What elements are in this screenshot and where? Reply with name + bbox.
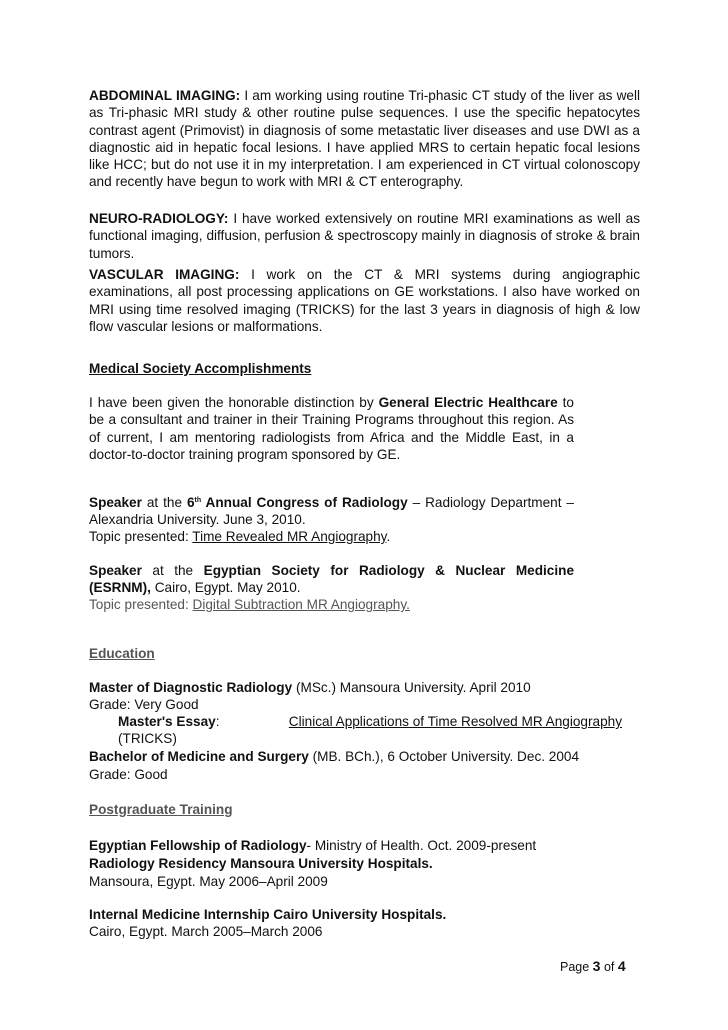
ge-distinction-paragraph xyxy=(89,394,574,463)
ge-text-2: to be a consultant and trainer in their Training Programs throughout this region. As of current, I am mentoring radiologists from Africa and the Middle East, in a doctor-to-doctor training program sponsored by GE. xyxy=(89,395,574,462)
fellowship-line xyxy=(89,837,640,854)
speaker-label-2: Speaker xyxy=(89,563,142,578)
internship-title: Internal Medicine Internship Cairo University Hospitals. xyxy=(89,907,447,922)
topic-line-1 xyxy=(89,528,574,545)
residency-place: Mansoura, Egypt. May 2006–April 2009 xyxy=(89,874,328,889)
abdominal-imaging-text: I am working using routine Tri-phasic CT study of the liver as well as Tri-phasic MRI study & other routine pulse sequences. I use the specific hepatocytes contrast agent (Primovist) in diagnosis of some metastatic liver diseases and use DWI as a diagnostic aid in hepatic focal lesions. I have applied MRS to certain hepatic focal lesions like HCC; but do not use it in my interpretation. I am experienced in CT virtual colonoscopy and recently have begun to work with MRI & CT enterography. xyxy=(89,88,641,190)
internship-place: Cairo, Egypt. March 2005–March 2006 xyxy=(89,924,323,939)
page-label: Page xyxy=(560,960,593,974)
vascular-imaging-text: I work on the CT & MRI systems during angiographic examinations, all post processing applications on GE workstations. I also have worked on MRI using time resolved imaging (TRICKS) for the last 3 years in diagnosis of high & low flow vascular lesions or malformations. xyxy=(89,267,640,334)
masters-grade: Grade: Very Good xyxy=(89,697,199,712)
vascular-imaging-paragraph xyxy=(89,266,640,335)
bachelors-degree-title: Bachelor of Medicine and Surgery xyxy=(89,749,309,764)
ge-name: General Electric Healthcare xyxy=(378,395,558,410)
masters-degree-line xyxy=(89,679,640,696)
residency-title: Radiology Residency Mansoura University Hospitals. xyxy=(89,856,433,871)
topic-label-1: Topic presented: xyxy=(89,529,193,544)
masters-essay-label: Master's Essay xyxy=(118,714,216,729)
fellowship-title: Egyptian Fellowship of Radiology xyxy=(89,838,307,853)
topic-title-1: Time Revealed MR Angiography xyxy=(192,529,387,544)
page-number-footer xyxy=(560,958,626,976)
masters-degree-details: (MSc.) Mansoura University. April 2010 xyxy=(292,680,531,695)
of-label: of xyxy=(600,960,618,974)
abdominal-imaging-paragraph xyxy=(89,87,640,191)
topic-end-1: . xyxy=(386,529,391,544)
masters-degree-title: Master of Diagnostic Radiology xyxy=(89,680,293,695)
postgraduate-training-heading: Postgraduate Training xyxy=(89,802,233,817)
speaker-label-1: Speaker xyxy=(89,495,142,510)
masters-essay-title: Clinical Applications of Time Resolved MR Angiography xyxy=(288,714,622,729)
masters-essay-title-cont: (TRICKS) xyxy=(118,731,177,746)
vascular-imaging-label: VASCULAR IMAGING: xyxy=(89,267,240,282)
ge-text-1: I have been given the honorable distinction by xyxy=(89,395,379,410)
speaker-at-2: at the xyxy=(141,563,204,578)
congress-name: Annual Congress of Radiology xyxy=(201,495,408,510)
esrnm-name: Egyptian Society for Radiology & Nuclear Medicine (ESRNM), xyxy=(89,563,574,596)
congress-ordinal: th xyxy=(194,497,202,504)
total-pages: 4 xyxy=(617,958,626,974)
abdominal-imaging-label: ABDOMINAL IMAGING: xyxy=(89,88,241,103)
bachelors-degree-line xyxy=(89,748,640,765)
bachelors-degree-details: (MB. BCh.), 6 October University. Dec. 2004 xyxy=(308,749,580,764)
congress-details: – Radiology Department – Alexandria University. June 3, 2010. xyxy=(89,495,574,528)
neuro-radiology-paragraph xyxy=(89,210,640,262)
masters-essay-line xyxy=(118,713,622,730)
masters-essay-colon: : xyxy=(215,714,220,729)
topic-title-2: Digital Subtraction MR Angiography. xyxy=(192,597,410,612)
medical-society-heading: Medical Society Accomplishments xyxy=(89,361,312,376)
speaker-alexandria-paragraph xyxy=(89,494,574,529)
topic-line-2 xyxy=(89,596,574,613)
current-page-number: 3 xyxy=(592,958,601,974)
fellowship-details: - Ministry of Health. Oct. 2009-present xyxy=(306,838,537,853)
esrnm-details: Cairo, Egypt. May 2010. xyxy=(150,580,301,596)
bachelors-grade: Grade: Good xyxy=(89,767,168,782)
speaker-esrnm-paragraph xyxy=(89,562,574,597)
neuro-radiology-text: I have worked extensively on routine MRI examinations as well as functional imaging, diffusion, perfusion & spectroscopy mainly in diagnosis of stroke & brain tumors. xyxy=(89,211,640,261)
topic-label-2: Topic presented: xyxy=(89,597,193,612)
congress-number: 6 xyxy=(186,495,195,510)
education-heading: Education xyxy=(89,646,155,661)
neuro-radiology-label: NEURO-RADIOLOGY: xyxy=(89,211,229,226)
speaker-at-1: at the xyxy=(141,495,187,510)
